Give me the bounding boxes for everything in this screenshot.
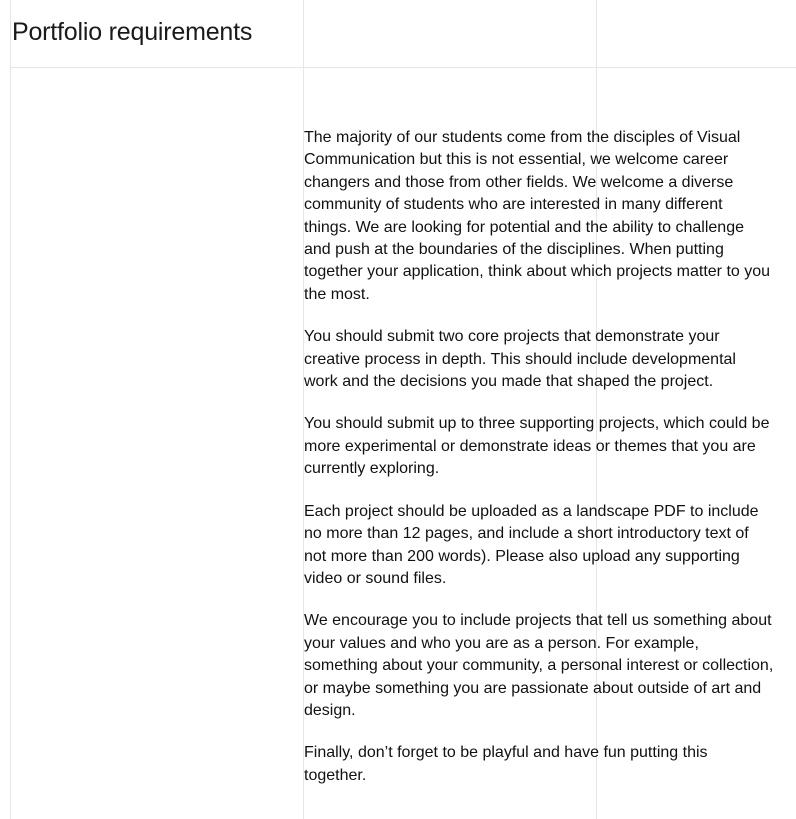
paragraph-supporting-projects: You should submit up to three supporting projects, which could be more experimental or demonstrate ideas or themes that you are currently exploring.	[304, 415, 770, 478]
paragraph-closing: Finally, don’t forget to be playful and have fun putting this together.	[304, 744, 708, 784]
header-divider	[10, 67, 796, 68]
paragraph-values: We encourage you to include projects that tell us something about your values and who you are as a person. For example, something about your community, a personal interest or collection, or maybe something you are passionate about outside of art and design.	[304, 612, 774, 719]
page-title: Portfolio requirements	[12, 18, 253, 46]
paragraph-intro: The majority of our students come from the disciples of Visual Communication but this is not essential, we welcome career changers and those from other fields. We welcome a diverse community of students who are interested in many different things. We are looking for potential and the ability to challenge and push at the boundaries of the disciplines. When putting together your application, think about which projects matter to you the most.	[304, 129, 771, 303]
grid-line-left	[10, 0, 11, 819]
portfolio-requirements-body	[304, 127, 774, 807]
paragraph-core-projects: You should submit two core projects that demonstrate your creative process in depth. This should include developmental work and the decisions you made that shaped the project.	[304, 328, 736, 391]
paragraph-upload-format: Each project should be uploaded as a landscape PDF to include no more than 12 pages, and include a short introductory text of not more than 200 words). Please also upload any supporting video or sound files.	[304, 502, 759, 587]
